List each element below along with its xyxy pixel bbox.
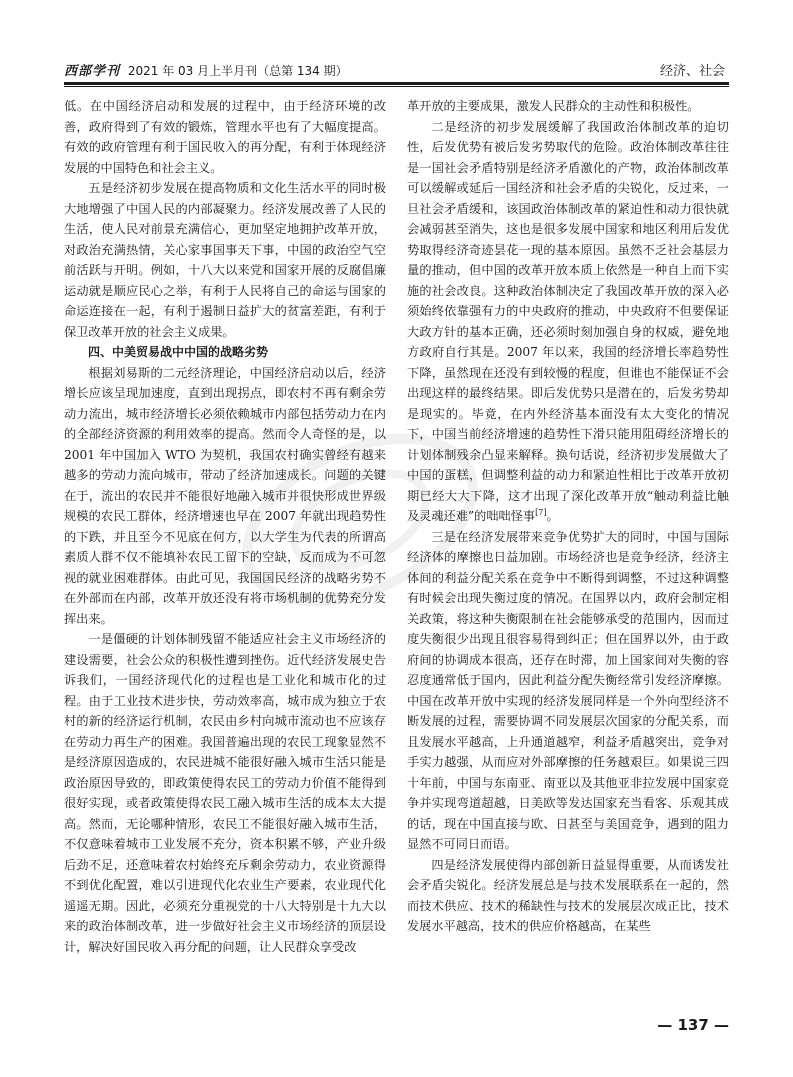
paragraph xyxy=(407,117,729,527)
paragraph-tail: 。 xyxy=(546,509,559,523)
section-label: 经济、社会 xyxy=(659,64,725,79)
paragraph: 根据刘易斯的二元经济理论，中国经济启动以后，经济增长应该呈现加速度，直到出现拐点，即农村不再有剩余劳动力流出，城市经济增长必须依赖城市内部包括劳动力在内的全部经济资源的利用效率的提高。然而令人奇怪的是，以 2001 年中国加入 WTO 为契机，我国农村确实曾经有越来越多的劳动力流向城市，带动了经济加速成长。问题的关键在于，流出的农民并不能很好地融入城市并很快形成世界级规模的农民工群体，经济增速也早在 2007 年就出现趋势性的下跌，并且至今不见底在何方，以大学生为代表的所谓高素质人群不仅不能填补农民工留下的空缺，反而成为不可忽视的就业困难群体。由此可见，我国国民经济的战略劣势不在外部而在内部，改革开放还没有将市场机制的优势充分发挥出来。 xyxy=(64,365,386,626)
paragraph: 五是经济初步发展在提高物质和文化生活水平的同时极大地增强了中国人民的内部凝聚力。经济发展改善了人民的生活，使人民对前景充满信心，更加坚定地拥护改革开放，对政治充满热情，关心家事国事天下事，中国的政治空气空前活跃与开明。例如，十八大以来党和国家开展的反腐倡廉运动就是顺应民心之举，有利于人民将自己的命运与国家的命运连接在一起，有利于遏制日益扩大的贫富差距，有利于保卫改革开放的社会主义成果。 xyxy=(64,181,386,339)
paragraph-text: 二是经济的初步发展缓解了我国政治体制改革的迫切性，后发优势有被后发劣势取代的危险。政治体制改革往往是一国社会矛盾特别是经济矛盾激化的产物，政治体制改革可以缓解或延后一国经济和社会矛盾的尖锐化，反过来，一旦社会矛盾缓和，该国政治体制改革的紧迫性和动力很快就会减弱甚至消失，这也是很多发展中国家和地区利用后发优势取得经济奇迹昙花一现的基本原因。虽然不乏社会基层力量的推动，但中国的改革开放本质上依然是一种自上而下实施的社会改良。这种政治体制决定了我国改革开放的深入必须始终依靠强有力的中央政府的推动，中央政府不但要保证大政方针的基本正确，还必须时刻加强自身的权威，避免地方政府自行其是。2007 年以来，我国的经济增长率趋势性下降，虽然现在还没有到较慢的程度，但谁也不能保证不会出现这样的最终结果。即后发优势只是潜在的，后发劣势却是现实的。毕竟，在内外经济基本面没有太大变化的情况下，中国当前经济增速的趋势性下滑只能用阻碍经济增长的计划体制残余凸显来解释。换句话说，经济初步发展做大了中国的蛋糕，但调整利益的动力和紧迫性相比于改革开放初期已经大大下降，这才出现了深化改革开放“触动利益比触及灵魂还难”的咄咄怪事 xyxy=(407,119,729,523)
paragraph: 四是经济发展使得内部创新日益显得重要，从而诱发社会矛盾尖锐化。经济发展总是与技术发展联系在一起的，然而技术供应、技术的稀缺性与技术的发展层次成正比，技术发展水平越高，技术的供应价格越高，在某些 xyxy=(407,857,729,933)
page-header xyxy=(64,58,729,80)
paragraph: 一是僵硬的计划体制残留不能适应社会主义市场经济的建设需要，社会公众的积极性遭到挫伤。近代经济发展史告诉我们，一国经济现代化的过程也是工业化和城市化的过程。由于工业技术进步快，劳动效率高，城市成为独立于农村的新的经济运行机制，农民由乡村向城市流动也不应该存在劳动力再生产的困难。我国普遍出现的农民工现象显然不是经济原因造成的，农民进城不能很好融入城市生活只能是政治原因导致的，即政策使得农民工的劳动力价值不能得到很好实现，或者政策使得农民工融入城市生活的成本太大提高。然而，无论哪种情形，农民工不能很好融入城市生活，不仅意味着城市工业发展不充分，资本积累不够，产业升级后劲不足，还意味着农村始终充斥剩余劳动力，农业资源得不到优化配置，难以引进现代化农业生产要素，农业现代化遥遥无期。因此，必须充分重视党的十八大特别是十九大以来的政治体制改革，进一步做好社会主义市场经济的顶层设计，解决好国民收入再分配的问题，让人民群众享受改 xyxy=(64,632,386,954)
left-column xyxy=(64,96,386,957)
right-column xyxy=(407,96,729,937)
paragraph: 三是在经济发展带来竞争优势扩大的同时，中国与国际经济体的摩擦也日益加剧。市场经济也是竞争经济，经济主体间的利益分配关系在竞争中不断得到调整，不过这种调整有时候会出现失衡过度的情况。在国界以内，政府会制定相关政策，将这种失衡限制在社会能够承受的范围内，因而过度失衡很少出现且很容易得到纠正；但在国界以外，由于政府间的协调成本很高，还存在时滞，加上国家间对失衡的容忍度通常低于国内，因此利益分配失衡经常引发经济摩擦。中国在改革开放中实现的经济发展同样是一个外向型经济不断发展的过程，需要协调不同发展层次国家的分配关系，而且发展水平越高，上升通道越窄，利益矛盾越突出，竞争对手实力越强，从而应对外部摩擦的任务越艰巨。如果说三四十年前，中国与东南亚、南亚以及其他亚非拉发展中国家竞争并实现弯道超越，日美欧等发达国家充当看客、乐观其成的话，现在中国直接与欧、日甚至与美国竞争，遇到的阻力显然不可同日而语。 xyxy=(407,529,729,851)
section-heading: 四、中美贸易战中中国的战略劣势 xyxy=(88,345,269,359)
header-rule-thin xyxy=(64,86,729,87)
journal-logo: 西部学刊 xyxy=(64,64,121,79)
page-number: — 137 — xyxy=(657,1016,729,1034)
footnote-reference[interactable]: [7] xyxy=(535,507,547,517)
journal-info xyxy=(64,60,348,79)
header-rule xyxy=(64,82,729,85)
paragraph-continued: 低。在中国经济启动和发展的过程中，由于经济环境的改善，政府得到了有效的锻炼，管理水平也有了大幅度提高。有效的政府管理有利于国民收入的再分配，有利于体现经济发展的中国特色和社会主义。 xyxy=(64,99,386,175)
issue-info: 2021 年 03 月上半月刊（总第 134 期） xyxy=(127,64,348,78)
paragraph-continued: 革开放的主要成果，激发人民群众的主动性和积极性。 xyxy=(407,99,700,113)
